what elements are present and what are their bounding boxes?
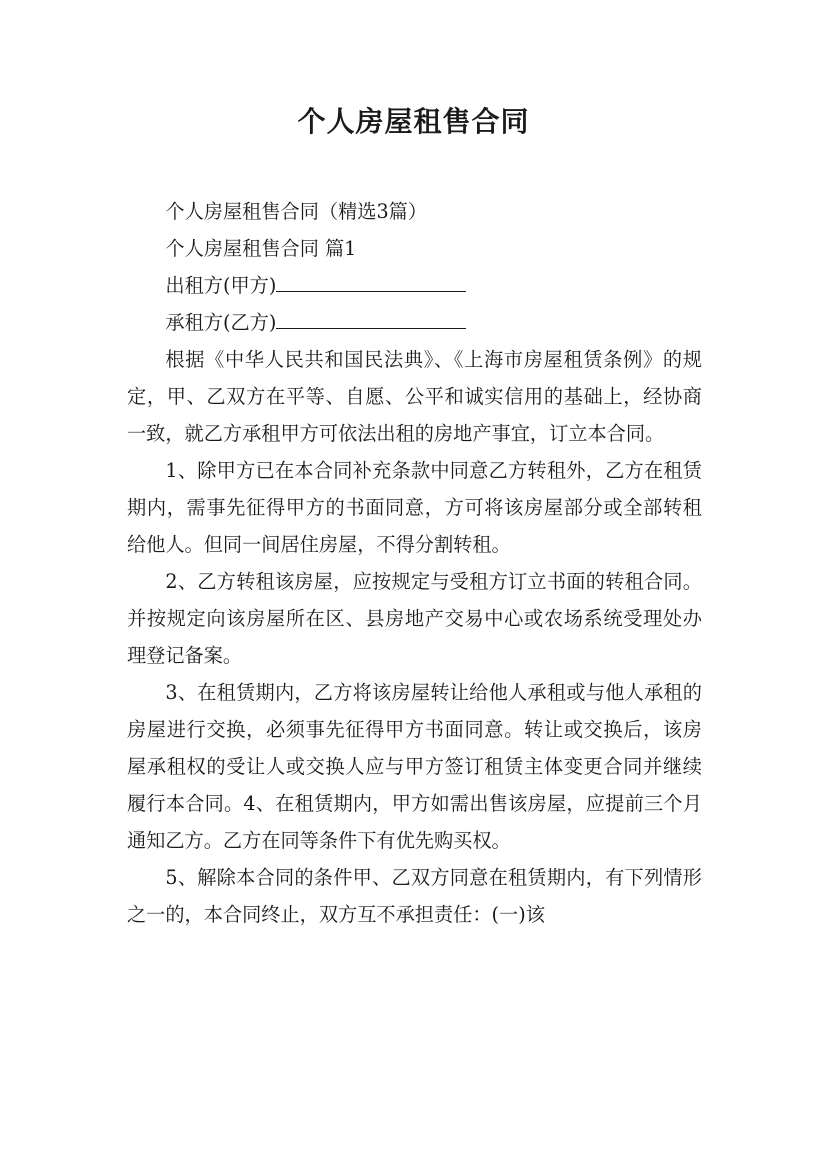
subtitle-line: 个人房屋租售合同（精选3篇） xyxy=(165,200,428,223)
lessee-blank xyxy=(276,308,466,329)
lessor-blank xyxy=(276,271,466,292)
document-title: 个人房屋租售合同 xyxy=(297,105,530,138)
preamble-paragraph: 根据《中华人民共和国民法典》、《上海市房屋租赁条例》的规定，甲、乙双方在平等、自愿、公平和诚实信用的基础上，经协商一致，就乙方承租甲方可依法出租的房地产事宜，订立本合同。 xyxy=(127,348,702,445)
section-heading: 个人房屋租售合同 篇1 xyxy=(165,237,357,260)
clause-2-paragraph: 2、乙方转租该房屋，应按规定与受租方订立书面的转租合同。并按规定向该房屋所在区、县房地产交易中心或农场系统受理处办理登记备案。 xyxy=(127,570,702,667)
clause-1-paragraph: 1、除甲方已在本合同补充条款中同意乙方转租外，乙方在租赁期内，需事先征得甲方的书面同意，方可将该房屋部分或全部转租给他人。但同一间居住房屋，不得分割转租。 xyxy=(127,459,702,556)
lessor-line xyxy=(127,267,702,304)
lessee-label: 承租方(乙方) xyxy=(165,311,277,334)
clause-3-4-paragraph: 3、在租赁期内，乙方将该房屋转让给他人承租或与他人承租的房屋进行交换，必须事先征得甲方书面同意。转让或交换后，该房屋承租权的受让人或交换人应与甲方签订租赁主体变更合同并继续履行本合同。4、在租赁期内，甲方如需出售该房屋，应提前三个月通知乙方。乙方在同等条件下有优先购买权。 xyxy=(127,681,702,852)
lessee-line xyxy=(127,304,702,341)
lessor-label: 出租方(甲方) xyxy=(165,274,277,297)
document-body xyxy=(127,193,702,933)
clause-5-paragraph: 5、解除本合同的条件甲、乙双方同意在租赁期内，有下列情形之一的，本合同终止，双方互不承担责任：(一)该 xyxy=(127,866,702,926)
